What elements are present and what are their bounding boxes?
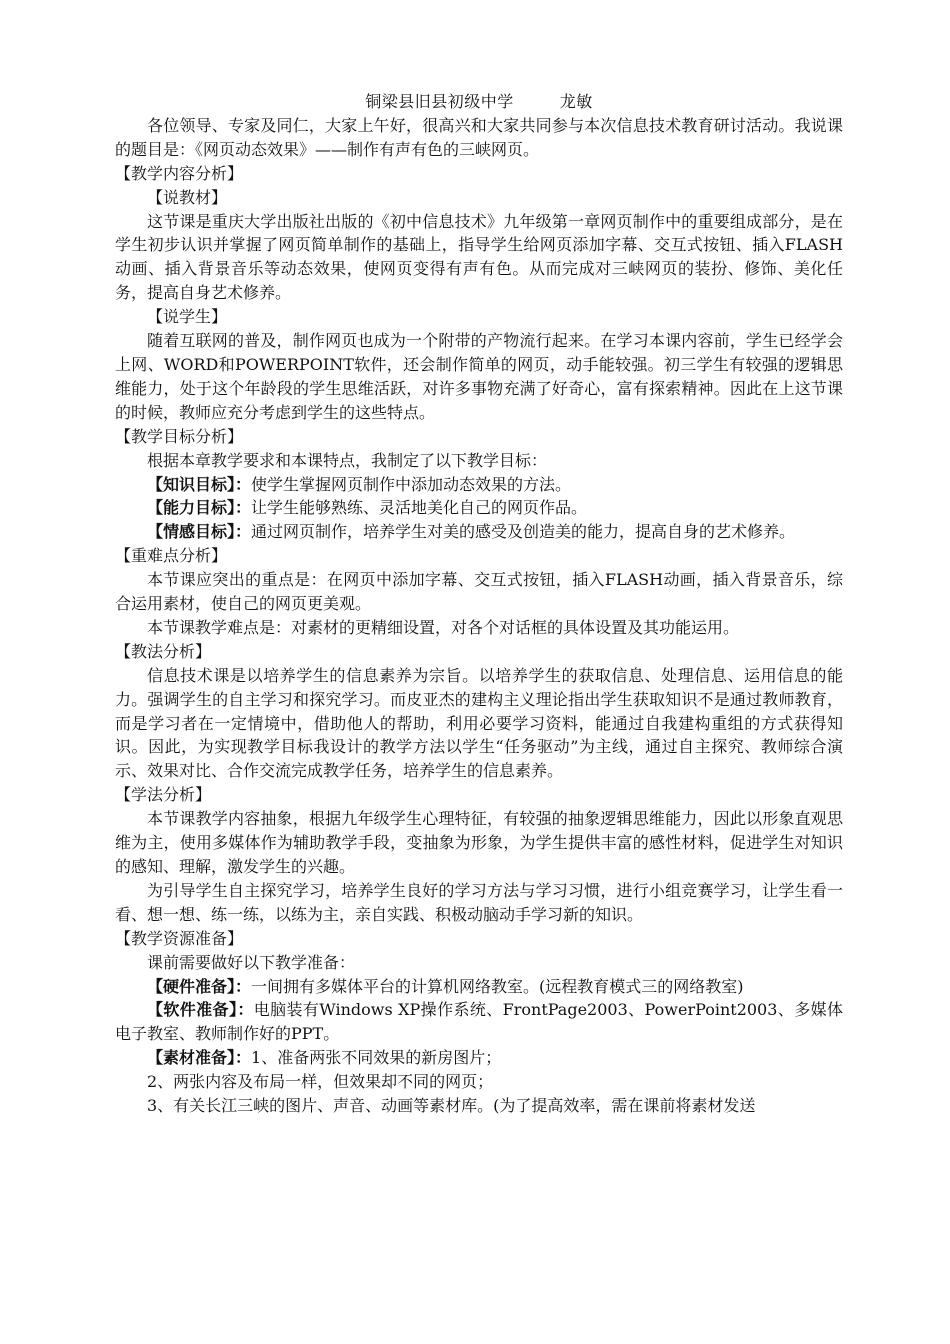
resource-materials-item-2: 2、两张内容及布局一样，但效果却不同的网页； bbox=[147, 1072, 494, 1092]
section-heading-goals: 【教学目标分析】 bbox=[115, 426, 244, 446]
resource-materials-item-3: 3、有关长江三峡的图片、声音、动画等素材库。(为了提高效率，需在课前将素材发送 bbox=[147, 1096, 756, 1116]
intro-paragraph: 各位领导、专家及同仁，大家上午好，很高兴和大家共同参与本次信息技术教育研讨活动。我说课的题目是：《网页动态效果》——制作有声有色的三峡网页。 bbox=[115, 115, 843, 159]
goal-emotion bbox=[115, 520, 843, 544]
goal-ability-text: 让学生能够熟练、灵活地美化自己的网页作品。 bbox=[251, 498, 588, 518]
document-page bbox=[115, 90, 843, 1118]
goal-emotion-text: 通过网页制作，培养学生对美的感受及创造美的能力，提高自身的艺术修养。 bbox=[251, 522, 796, 542]
goals-intro: 根据本章教学要求和本课特点，我制定了以下教学目标： bbox=[147, 450, 548, 470]
school-name: 铜梁县旧县初级中学 bbox=[365, 92, 514, 111]
subheading-textbook: 【说教材】 bbox=[147, 187, 228, 207]
difficulty-paragraph: 本节课教学难点是：对素材的更精细设置，对各个对话框的具体设置及其功能运用。 bbox=[147, 617, 740, 637]
section-heading-resources: 【教学资源准备】 bbox=[115, 928, 244, 948]
goal-knowledge-label: 【知识目标】： bbox=[147, 474, 252, 494]
goal-knowledge-text: 使学生掌握网页制作中添加动态效果的方法。 bbox=[251, 474, 572, 494]
resource-hardware-label: 【硬件准备】： bbox=[147, 976, 252, 996]
learning-method-paragraph-2: 为引导学生自主探究学习，培养学生良好的学习方法与学习习惯，进行小组竞赛学习，让学生看一看、想一想、练一练，以练为主，亲自实践、积极动脑动手学习新的知识。 bbox=[115, 880, 843, 924]
document-title bbox=[115, 90, 843, 114]
goal-ability-label: 【能力目标】： bbox=[147, 498, 252, 518]
resource-materials bbox=[115, 1046, 843, 1070]
keypoints-paragraph: 本节课应突出的重点是：在网页中添加字幕、交互式按钮，插入FLASH动画，插入背景音乐，综合运用素材，使自己的网页更美观。 bbox=[115, 570, 843, 614]
resource-software-label: 【软件准备】： bbox=[147, 1000, 254, 1020]
subheading-students: 【说学生】 bbox=[147, 307, 228, 327]
goal-ability bbox=[115, 496, 843, 520]
resource-materials-text: 1、准备两张不同效果的新房图片； bbox=[251, 1048, 502, 1068]
section-heading-learning-method: 【学法分析】 bbox=[115, 785, 212, 805]
learning-method-paragraph-1: 本节课教学内容抽象，根据九年级学生心理特征，有较强的抽象逻辑思维能力，因此以形象直观思维为主，使用多媒体作为辅助教学手段，变抽象为形象，为学生提供丰富的感性材料，促进学生对知识的感知、理解，激发学生的兴趣。 bbox=[115, 809, 843, 876]
author-name: 龙敏 bbox=[559, 92, 593, 111]
resource-hardware bbox=[115, 975, 843, 999]
textbook-paragraph: 这节课是重庆大学出版社出版的《初中信息技术》九年级第一章网页制作中的重要组成部分，是在学生初步认识并掌握了网页简单制作的基础上，指导学生给网页添加字幕、交互式按钮、插入FLASH动画、插入背景音乐等动态效果，使网页变得有声有色。从而完成对三峡网页的装扮、修饰、美化任务，提高自身艺术修养。 bbox=[115, 211, 843, 303]
resource-software-text: 电脑装有Windows XP操作系统、FrontPage2003、PowerPoint2003、多媒体电子教室、教师制作好的PPT。 bbox=[115, 1000, 843, 1044]
resource-software bbox=[115, 998, 843, 1046]
section-heading-teaching-method: 【教法分析】 bbox=[115, 641, 212, 661]
resources-intro: 课前需要做好以下教学准备： bbox=[147, 952, 356, 972]
students-paragraph: 随着互联网的普及，制作网页也成为一个附带的产物流行起来。在学习本课内容前，学生已经学会上网、WORD和POWERPOINT软件，还会制作简单的网页，动手能较强。初三学生有较强的逻辑思维能力，处于这个年龄段的学生思维活跃，对许多事物充满了好奇心，富有探索精神。因此在上这节课的时候，教师应充分考虑到学生的这些特点。 bbox=[115, 331, 843, 422]
resource-materials-label: 【素材准备】： bbox=[147, 1048, 252, 1068]
teaching-method-paragraph: 信息技术课是以培养学生的信息素养为宗旨。以培养学生的获取信息、处理信息、运用信息的能力。强调学生的自主学习和探究学习。而皮亚杰的建构主义理论指出学生获取知识不是通过教师教育，而是学习者在一定情境中，借助他人的帮助，利用必要学习资料，能通过自我建构重组的方式获得知识。因此，为实现教学目标我设计的教学方法以学生“任务驱动”为主线，通过自主探究、教师综合演示、效果对比、合作交流完成教学任务，培养学生的信息素养。 bbox=[115, 665, 843, 781]
section-heading-keypoints: 【重难点分析】 bbox=[115, 546, 228, 566]
resource-hardware-text: 一间拥有多媒体平台的计算机网络教室。(远程教育模式三的网络教室) bbox=[251, 976, 744, 996]
goal-emotion-label: 【情感目标】： bbox=[147, 522, 252, 542]
section-heading-content: 【教学内容分析】 bbox=[115, 163, 244, 183]
goal-knowledge bbox=[115, 473, 843, 497]
